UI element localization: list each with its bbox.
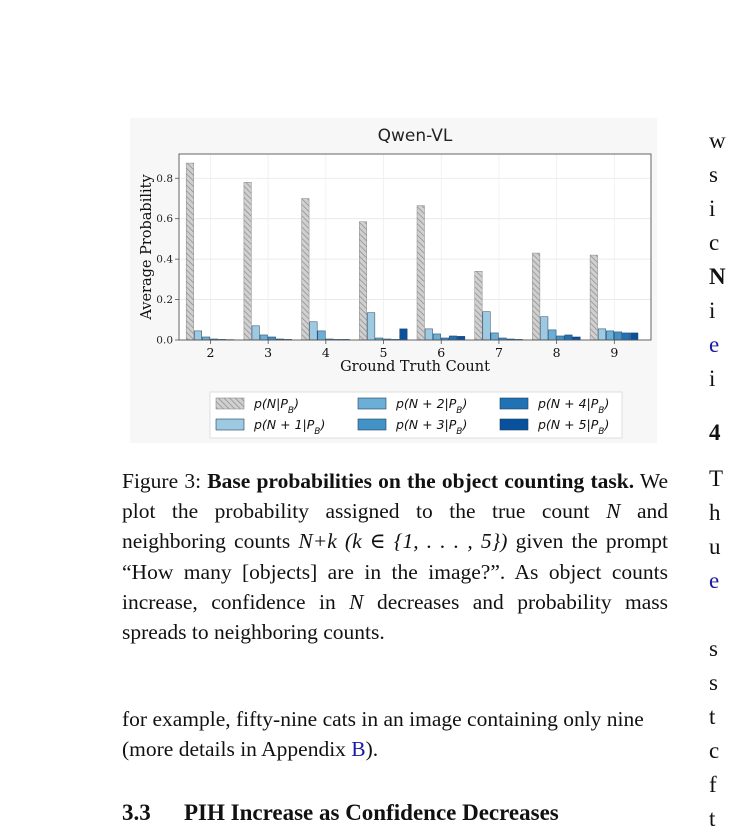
bar	[540, 317, 547, 340]
right-column-fragment	[709, 0, 729, 829]
fragment: s	[709, 636, 718, 661]
fragment: i	[709, 366, 716, 391]
caption-text: and neighboring counts	[122, 499, 668, 554]
chart-y-label: Average Probability	[139, 174, 155, 320]
legend-label: $p(N + 1|P_B)$	[254, 417, 326, 437]
legend-swatch	[500, 419, 528, 430]
bar	[606, 331, 613, 340]
fragment: t	[709, 704, 716, 729]
caption-math-n: N	[606, 499, 621, 524]
fragment: u	[709, 534, 721, 559]
figure-caption	[122, 466, 668, 647]
body-text: for example, fifty-nine cats in an image containing only nine (more details in Appendix	[122, 707, 644, 762]
caption-label: Figure 3:	[122, 469, 202, 493]
x-tick-label: 8	[552, 345, 561, 360]
section-title: PIH Increase as Confidence Decreases	[184, 800, 559, 825]
x-tick-label: 9	[610, 345, 619, 360]
bar	[310, 322, 317, 340]
bar	[244, 182, 251, 340]
fragment: c	[709, 738, 720, 763]
legend-label: $p(N + 5|P_B)$	[538, 417, 610, 437]
y-tick-label: 0.8	[156, 172, 173, 185]
x-tick-label: 3	[264, 345, 273, 360]
fragment: i	[709, 196, 716, 221]
bar	[483, 312, 490, 340]
bar	[573, 337, 580, 340]
y-tick-label: 0.4	[156, 253, 173, 266]
caption-text: We plot the probability assigned to the true count	[122, 469, 669, 524]
fragment: c	[709, 230, 720, 255]
bar	[549, 330, 556, 340]
bar	[302, 198, 309, 340]
legend-swatch	[500, 398, 528, 409]
x-tick-label: 7	[494, 345, 503, 360]
appendix-link[interactable]: B	[351, 737, 366, 762]
bar	[202, 337, 209, 340]
legend-swatch	[358, 419, 386, 430]
bar	[359, 222, 366, 340]
bar	[194, 331, 201, 340]
fragment: h	[709, 500, 721, 525]
bar	[252, 326, 259, 340]
fragment: f	[709, 772, 717, 797]
bar	[590, 255, 597, 340]
y-tick-label: 0.6	[156, 213, 173, 226]
legend-swatch	[358, 398, 386, 409]
caption-text: decreases and probability mass spreads to neighboring counts.	[122, 589, 669, 645]
fragment: e	[709, 568, 720, 593]
caption-math-nk: N+k (k ∈ {1, . . . , 5})	[298, 529, 508, 554]
bar	[491, 333, 498, 340]
x-tick-label: 2	[206, 345, 215, 360]
bar	[400, 329, 407, 340]
caption-title: Base probabilities on the object counting task.	[207, 469, 635, 493]
section-number: 3.3	[122, 800, 151, 825]
bar	[268, 337, 275, 340]
fragment: e	[709, 332, 720, 357]
legend-label: $p(N + 2|P_B)$	[396, 396, 468, 416]
bar	[260, 335, 267, 340]
y-tick-label: 0.0	[156, 334, 173, 347]
bar	[318, 331, 325, 340]
chart-x-label: Ground Truth Count	[340, 359, 490, 375]
section-heading	[122, 800, 682, 826]
y-tick-label: 0.2	[156, 294, 173, 307]
x-tick-label: 5	[379, 345, 388, 360]
bar	[417, 206, 424, 340]
bar	[622, 333, 629, 340]
bar	[449, 336, 456, 340]
bar	[425, 329, 432, 340]
legend-label: $p(N + 4|P_B)$	[538, 396, 610, 416]
bar	[614, 332, 621, 340]
body-paragraph	[122, 704, 668, 764]
fragment: i	[709, 298, 716, 323]
x-tick-label: 6	[437, 345, 446, 360]
bar-chart	[130, 118, 657, 443]
fragment: s	[709, 162, 718, 187]
bar	[475, 271, 482, 340]
bar	[532, 253, 539, 340]
legend-swatch	[216, 419, 244, 430]
bar	[598, 329, 605, 340]
fragment: t	[709, 806, 716, 831]
bar	[630, 333, 637, 340]
legend-label: $p(N + 3|P_B)$	[396, 417, 468, 437]
bar	[557, 336, 564, 340]
bar	[565, 335, 572, 340]
fragment: s	[709, 670, 718, 695]
fragment: N	[709, 264, 726, 289]
x-tick-label: 4	[321, 345, 330, 360]
chart-title: Qwen-VL	[377, 126, 453, 146]
fragment: w	[709, 128, 726, 153]
legend-swatch	[216, 398, 244, 409]
chart-panel	[130, 118, 657, 443]
bar	[367, 313, 374, 340]
fragment: 4	[709, 420, 721, 445]
bar	[186, 163, 193, 340]
bar	[457, 336, 464, 340]
fragment: T	[709, 466, 724, 491]
bar	[433, 334, 440, 340]
caption-text: given the prompt “How many [objects] are in the image?”. As object counts increase, confidence in	[122, 529, 669, 614]
caption-math-n: N	[349, 589, 364, 614]
body-text-end: ).	[365, 737, 379, 762]
legend-label: $p(N|P_B)$	[254, 396, 299, 416]
